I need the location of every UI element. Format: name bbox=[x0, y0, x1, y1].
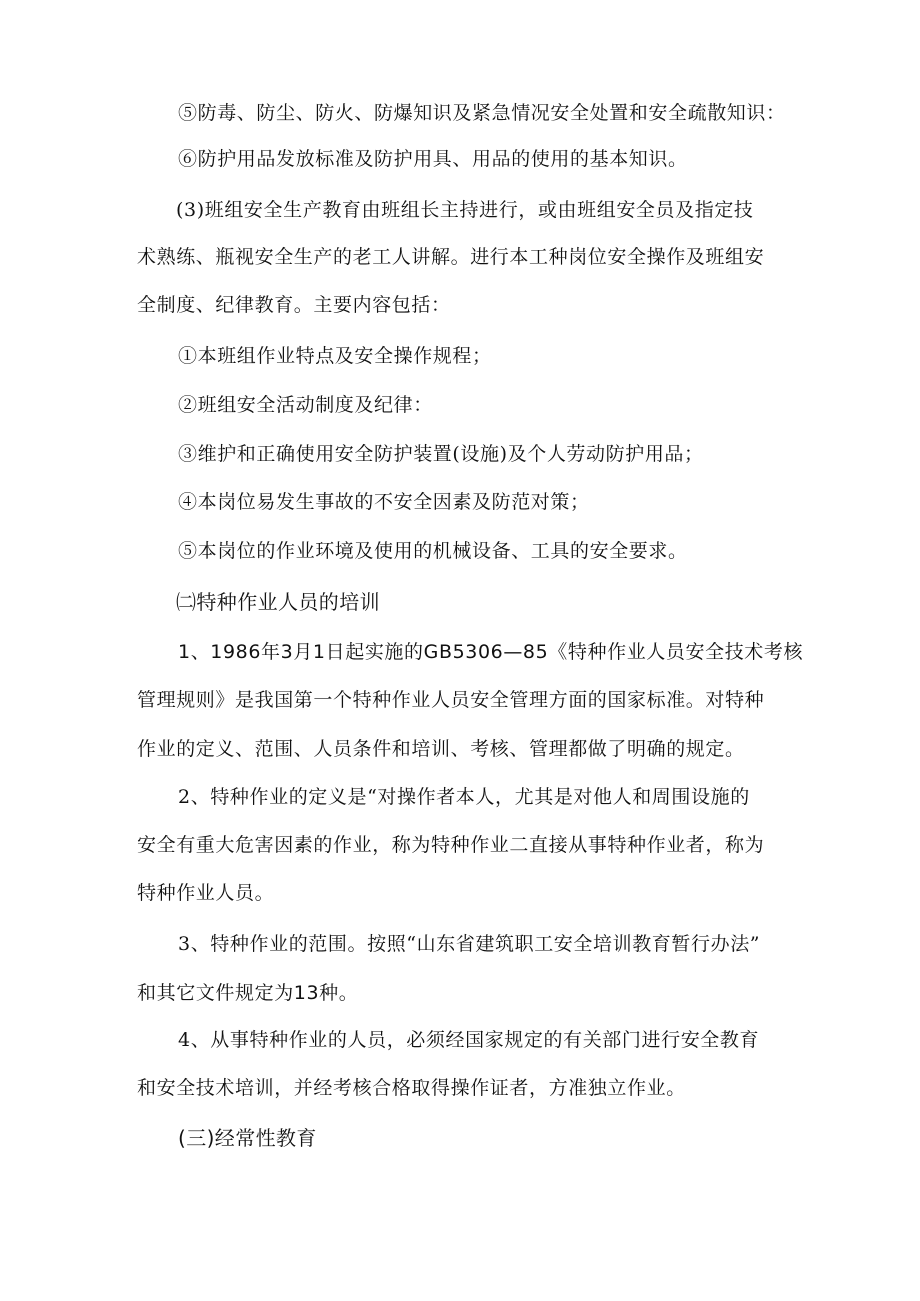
list-item: ④本岗位易发生事故的不安全因素及防范对策； bbox=[178, 491, 590, 513]
paragraph-line: 全制度、纪律教育。主要内容包括： bbox=[137, 294, 451, 316]
list-item: ⑤防毒、防尘、防火、防爆知识及紧急情况安全处置和安全疏散知识： bbox=[178, 102, 786, 124]
paragraph-line: 术熟练、瓶视安全生产的老工人讲解。进行本工种岗位安全操作及班组安 bbox=[137, 246, 765, 268]
paragraph-line: 和其它文件规定为13种。 bbox=[137, 982, 359, 1004]
paragraph-line: 2、特种作业的定义是“对操作者本人，尤其是对他人和周围设施的 bbox=[178, 786, 750, 808]
paragraph-line: 管理规则》是我国第一个特种作业人员安全管理方面的国家标准。对特种 bbox=[137, 689, 765, 711]
list-item: ⑥防护用品发放标准及防护用具、用品的使用的基本知识。 bbox=[178, 148, 688, 170]
paragraph-line: 特种作业人员。 bbox=[137, 882, 275, 904]
paragraph-line: 和安全技术培训，并经考核合格取得操作证者，方准独立作业。 bbox=[137, 1077, 686, 1099]
section-heading: (三)经常性教育 bbox=[178, 1126, 317, 1150]
paragraph-line: 3、特种作业的范围。按照“山东省建筑职工安全培训教育暂行办法” bbox=[178, 933, 761, 955]
paragraph-line: 4、从事特种作业的人员，必须经国家规定的有关部门进行安全教育 bbox=[178, 1029, 760, 1051]
list-item: ③维护和正确使用安全防护装置(设施)及个人劳动防护用品； bbox=[178, 443, 704, 465]
section-heading: ㈡特种作业人员的培训 bbox=[176, 590, 380, 614]
list-item: ⑤本岗位的作业环境及使用的机械设备、工具的安全要求。 bbox=[178, 540, 688, 562]
paragraph-line: 作业的定义、范围、人员条件和培训、考核、管理都做了明确的规定。 bbox=[137, 738, 745, 760]
list-item: ②班组安全活动制度及纪律： bbox=[178, 394, 433, 416]
paragraph-line: 安全有重大危害因素的作业，称为特种作业二直接从事特种作业者，称为 bbox=[137, 834, 765, 856]
paragraph-line: (3)班组安全生产教育由班组长主持进行，或由班组安全员及指定技 bbox=[176, 199, 754, 221]
list-item: ①本班组作业特点及安全操作规程； bbox=[178, 345, 492, 367]
paragraph-line: 1、1986年3月1日起实施的GB5306—85《特种作业人员安全技术考核 bbox=[178, 641, 804, 663]
